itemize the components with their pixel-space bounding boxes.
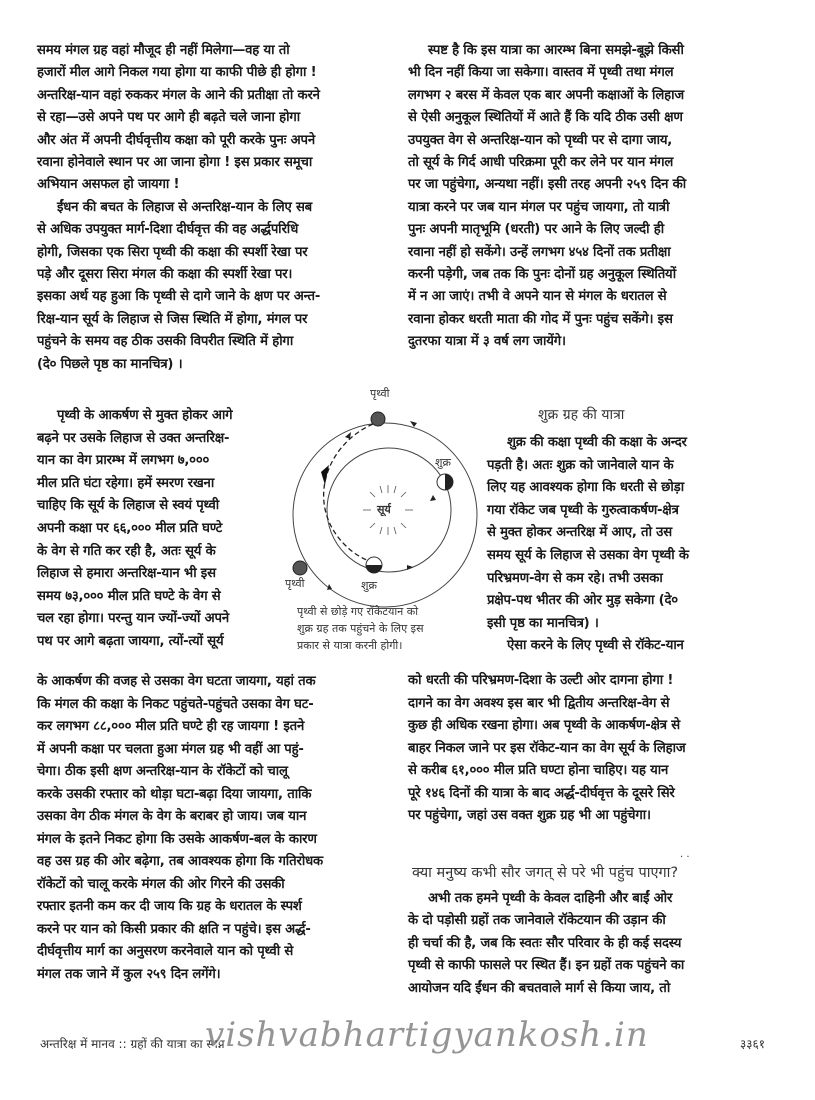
text-line: मंगल के इतने निकट होगा कि उसके आकर्षण-बल के कारण [37,831,317,847]
text-line: में अपनी कक्षा पर चलता हुआ मंगल ग्रह भी वहीं आ पहुं- [37,741,304,757]
text-line: समय मंगल ग्रह वहां मौजूद ही नहीं मिलेगा—वह या तो [37,43,290,58]
text-line: को धरती की परिभ्रमण-दिशा के उल्टी ओर दागना होगा ! [408,673,674,688]
text-line: अभियान असफल हो जायगा ! [37,177,180,193]
text-line: स्पष्ट है कि इस यात्रा का आरम्भ बिना समझे-बूझे किसी [428,43,684,58]
label-earth-bottom: पृथ्वी [285,577,305,590]
text-line: पड़े और दूसरा सिरा मंगल की कक्षा की स्पर्शी रेखा पर। [37,267,293,282]
text-line: पर जा पहुंचेगा, अन्यथा नहीं। इसी तरह अपनी २५९ दिन की [408,177,686,193]
text-line: लिहाज से हमारा अन्तरिक्ष-यान भी इस [37,566,216,582]
arrow-icon [345,432,351,439]
venus-journey-heading: शुक्र ग्रह की यात्रा [538,407,625,423]
text-line: से अधिक उपयुक्त मार्ग-दिशा दीर्घवृत्त की वह अर्द्धपरिधि [37,222,299,238]
text-line: अन्तरिक्ष-यान वहां रुककर मंगल के आने की प्रतीक्षा तो करने [37,87,320,103]
text-line: उसका वेग ठीक मंगल के वेग के बराबर हो जाय। जब यान [37,809,307,824]
text-line: दागने का वेग अवश्य इस बार भी द्वितीय अन्तरिक्ष-वेग से [408,695,670,711]
text-line: समय ७३,००० मील प्रति घण्टे के वेग से [37,588,221,604]
running-title: अन्तरिक्ष में मानव :: ग्रहों की यात्रा का स्वप्न [40,1037,225,1051]
text-line: चल रहा होगा। परन्तु यान ज्यों-ज्यों अपने [37,611,229,627]
text-line: ऐसा करने के लिए पृथ्वी से रॉकेट-यान [507,638,684,654]
text-line: वह उस ग्रह की ओर बढ़ेगा, तब आवश्यक होगा कि गतिरोधक [37,854,323,869]
label-sun: सूर्य [377,503,391,516]
text-line: रॉकेटों को चालू करके मंगल की ओर गिरने की उसकी [37,876,285,892]
text-line: अभी तक हमने पृथ्वी के केवल दाहिनी और बाईं ओर [428,891,673,906]
text-line: आयोजन यदि ईंधन की बचतवाले मार्ग से किया जाय, तो [408,980,671,996]
text-line: प्रक्षेप-पथ भीतर की ओर मुड़ सकेगा (दे० [487,593,678,609]
text-line: से रहा—उसे अपने पथ पर आगे ही बढ़ते चले जाना होगा [37,110,300,126]
text-line: बाहर निकल जाने पर इस रॉकेट-यान का वेग सूर्य के लिहाज [408,740,686,756]
venus-bottom-icon [366,557,382,573]
text-line: इसका अर्थ यह हुआ कि पृथ्वी से दागे जाने के क्षण पर अन्त- [37,289,321,305]
text-line: लगभग २ बरस में केवल एक बार अपनी कक्षाओं के लिहाज [408,87,684,103]
text-line: रफ्तार इतनी कम कर दी जाय कि ग्रह के धरातल के स्पर्श [37,899,302,914]
text-line: ही चर्चा की है, जब कि स्वतः सौर परिवार के ही कई सदस्य [408,935,682,951]
text-line: अपनी कक्षा पर ६६,००० मील प्रति घण्टे [37,521,223,536]
rocket-trajectory [324,424,375,563]
text-line: कर लगभग ८८,००० मील प्रति घण्टे ही रह जायगा ! इतने [37,719,305,734]
diagram-caption-line: पृथ्वी से छोड़े गए रॉकेटयान को [297,605,419,618]
text-line: मील प्रति घंटा रहेगा। हमें स्मरण रखना [37,475,215,491]
text-line: ईंधन की बचत के लिहाज से अन्तरिक्ष-यान के लिए सब [57,199,312,215]
watermark: vishvabhartigyankosh.in [205,1015,649,1055]
arrow-icon [410,421,417,427]
text-line: उपयुक्त वेग से अन्तरिक्ष-यान को पृथ्वी पर से दागा जाय, [408,132,673,148]
text-line: चाहिए कि सूर्य के लिहाज से स्वयं पृथ्वी [37,498,219,514]
text-line: पुनः अपनी मातृभूमि (धरती) पर आने के लिए जल्दी ही [408,222,664,238]
text-line: पूरे १४६ दिनों की यात्रा के बाद अर्द्ध-दीर्घवृत्त के दूसरे सिरे [408,785,675,801]
text-line: गया रॉकेट जब पृथ्वी के गुरुत्वाकर्षण-क्षेत्र [487,502,679,518]
text-line: करके उसकी रफ्तार को थोड़ा घटा-बढ़ा दिया जायगा, ताकि [37,786,312,802]
text-line: के दो पड़ोसी ग्रहों तक जानेवाले रॉकेटयान की उड़ान की [408,913,666,929]
text-line: मंगल तक जाने में कुल २५९ दिन लगेंगे। [37,966,221,982]
label-venus-bottom: शुक्र [361,579,377,592]
text-line: चेगा। ठीक इसी क्षण अन्तरिक्ष-यान के रॉकेटों को चालू [37,764,288,779]
text-line: यान का वेग प्रारम्भ में लगभग ७,००० [37,453,210,469]
text-line: करनी पड़ेगी, जब तक कि पुनः दोनों ग्रह अनुकूल स्थितियों [408,267,676,282]
page-number: ३३६१ [740,1037,765,1051]
decorative-dots: · · [680,852,690,863]
text-line: रवाना होकर धरती माता की गोद में पुनः पहुंच सकेंगे। इस [408,311,673,327]
text-line: परिभ्रमण-वेग से कम रहे। तभी उसका [487,570,663,586]
text-line: दुतरफा यात्रा में ३ वर्ष लग जायेंगे। [408,334,566,350]
text-line: कि मंगल की कक्षा के निकट पहुंचते-पहुंचते उसका वेग घट- [37,696,314,712]
text-line: हजारों मील आगे निकल गया होगा या काफी पीछे ही होगा ! [37,65,317,81]
text-line: के वेग से गति कर रही है, अतः सूर्य के [37,543,216,559]
text-line: में न आ जाएं। तभी वे अपने यान से मंगल के धरातल से [408,289,667,305]
text-line: पर पहुंचेगा, जहां उस वक्त शुक्र ग्रह भी आ पहुंचेगा। [408,808,651,823]
text-line: तो सूर्य के गिर्द आधी परिक्रमा पूरी कर लेने पर यान मंगल [408,155,674,170]
section-heading: क्या मनुष्य कभी सौर जगत् से परे भी पहुंच पाएगा? [412,865,679,881]
text-line: और अंत में अपनी दीर्घवृत्तीय कक्षा को पूरी करके पुनः अपने [37,132,315,148]
text-line: इसी पृष्ठ का मानचित्र) । [487,615,599,631]
text-line: पथ पर आगे बढ़ता जायगा, त्यों-त्यों सूर्य [37,634,224,649]
venus-right-icon [437,474,453,490]
text-line: शुक्र की कक्षा पृथ्वी की कक्षा के अन्दर [507,435,687,450]
text-line: (दे० पिछले पृष्ठ का मानचित्र) । [37,356,183,372]
text-line: पृथ्वी से काफी फासले पर स्थित हैं। इन ग्रहों तक पहुंचने का [408,958,685,974]
text-line: से करीब ६१,००० मील प्रति घण्टा होना चाहिए। यह यान [408,763,669,778]
label-earth-top: पृथ्वी [370,387,390,400]
diagram-caption-line: शुक्र ग्रह तक पहुंचने के लिए इस [297,622,424,635]
text-line: पहुंचने के समय वह ठीक उसकी विपरीत स्थिति में होगा [37,334,294,350]
text-line: करने पर यान को किसी प्रकार की क्षति न पहुंचे। इस अर्द्ध- [37,921,311,937]
text-line: दीर्घवृत्तीय मार्ग का अनुसरण करनेवाले यान को पृथ्वी से [37,944,294,959]
text-line: भी दिन नहीं किया जा सकेगा। वास्तव में पृथ्वी तथा मंगल [408,65,674,81]
earth-bottom-icon [293,561,307,575]
text-line: यात्रा करने पर जब यान मंगल पर पहुंच जायगा, तो यात्री [408,199,670,215]
earth-top-icon [371,412,385,426]
text-line: पृथ्वी के आकर्षण से मुक्त होकर आगे [57,408,233,423]
text-line: कुछ ही अधिक रखना होगा। अब पृथ्वी के आकर्षण-क्षेत्र से [408,718,680,733]
text-line: लिए यह आवश्यक होगा कि धरती से छोड़ा [487,480,684,496]
text-line: रवाना होनेवाले स्थान पर आ जाना होगा ! इस प्रकार समूचा [37,155,313,170]
arrow-icon [430,495,436,501]
text-line: पड़ती है। अतः शुक्र को जानेवाले यान के [487,457,674,473]
text-line: से ऐसी अनुकूल स्थितियों में आते हैं कि यदि ठीक उसी क्षण [408,110,683,126]
text-line: से मुक्त होकर अन्तरिक्ष में आए, तो उस [487,525,672,541]
text-line: होगी, जिसका एक सिरा पृथ्वी की कक्षा की स्पर्शी रेखा पर [37,244,308,260]
rocket-icon [321,465,329,485]
text-line: रवाना नहीं हो सकेंगे। उन्हें लगभग ४५४ दिनों तक प्रतीक्षा [408,244,671,260]
text-line: के आकर्षण की वजह से उसका वेग घटता जायगा, यहां तक [37,674,316,689]
label-venus-right: शुक्र [435,456,451,469]
text-line: रिक्ष-यान सूर्य के लिहाज से जिस स्थिति में होगा, मंगल पर [37,311,308,327]
diagram-caption-line: प्रकार से यात्रा करनी होगी। [297,639,403,652]
text-line: समय सूर्य के लिहाज से उसका वेग पृथ्वी के [487,548,689,563]
text-line: बढ़ने पर उसके लिहाज से उक्त अन्तरिक्ष- [37,430,230,446]
